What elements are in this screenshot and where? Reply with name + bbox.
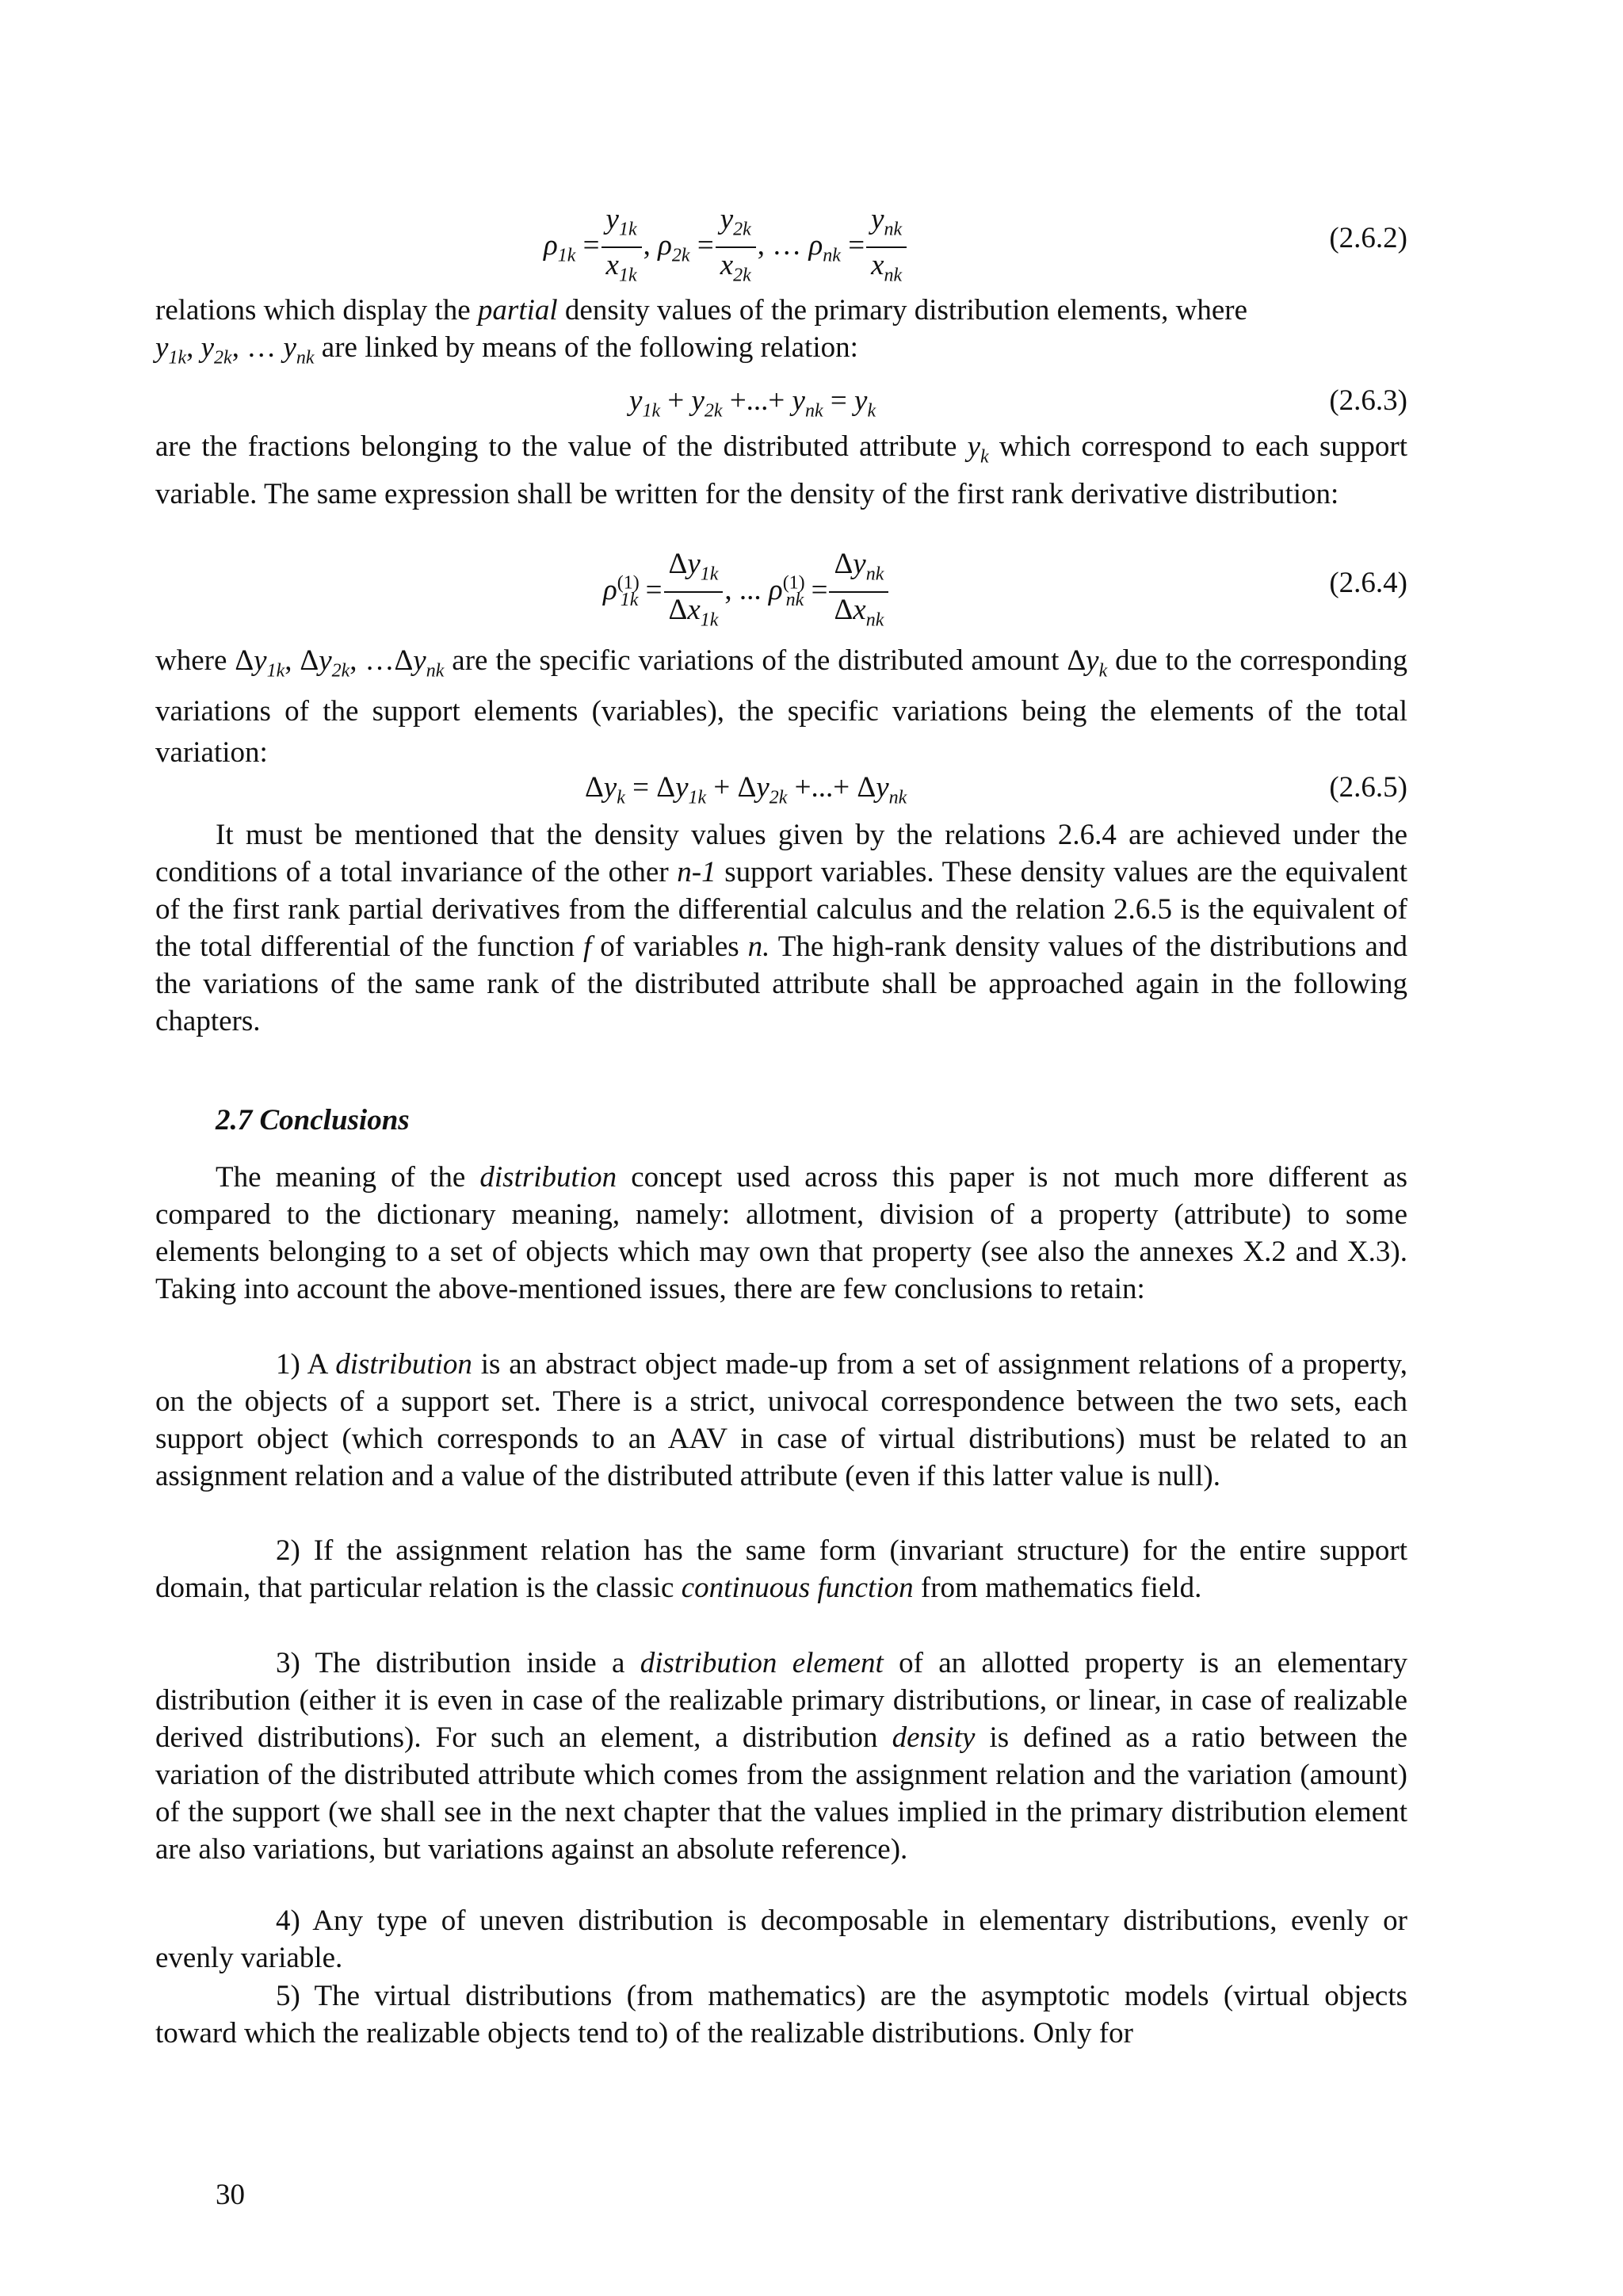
equation-2-6-2-body: $\rho_{1k}$ = $\frac{y_{1k}}{x_{1k}}$ , $\rho_{2k}$ = $\frac{y_{2k}}{x_{2k}}$ , … $\rho_{nk}$ = $\frac{y_{nk}}{x_{nk}}$ [544, 202, 908, 293]
paragraph-specific-variations: where $\Delta y_{1k}$, $\Delta y_{2k}$, $\dots\Delta y_{nk}$ are the specific variations of the distributed amount $\Delta y_k$ due to the corresponding variations of the support elements (variables), the specific variations being the elements of the total variation: [155, 644, 1408, 770]
conclusion-item-2: 2) If the assignment relation has the same form (invariant structure) for the entire support domain, that particular relation is the classic continuous function from mathematics field. [155, 1534, 1407, 1604]
paragraph-partial-density: relations which display the partial density values of the primary distribution elements, where $y_{1k}$, $y_{2k}$, … $y_{nk}$ are linked by means of the following relation: [155, 294, 1247, 369]
paragraph-fractions: are the fractions belonging to the value of the distributed attribute $y_k$ which correspond to each support variable. The same expression shall be written for the density of the first rank derivative distribution: [155, 430, 1407, 511]
equation-2-6-5 [155, 770, 1407, 810]
equation-number: (2.6.3) [1329, 384, 1407, 417]
equation-number: (2.6.2) [1329, 222, 1407, 254]
section-heading: 2.7 Conclusions [216, 1104, 410, 1137]
document-page [155, 0, 1407, 2296]
conclusion-item-5: 5) The virtual distributions (from mathematics) are the asymptotic models (virtual objects toward which the realizable objects tend to) of the realizable distributions. Only for [155, 1980, 1407, 2050]
equation-2-6-3 [155, 384, 1407, 423]
equation-2-6-3-body: $y_{1k} + y_{2k}$ +...+ $y_{nk} = y_k$ [629, 384, 876, 422]
paragraph-conclusions-intro: The meaning of the distribution concept used across this paper is not much more different as compared to the dictionary meaning, namely: allotment, division of a property (attribute) to some elements belonging to a set of objects which may own that property (see also the annexes X.2 and X.3). Taking into account the above-mentioned issues, there are few conclusions to retain: [155, 1161, 1407, 1305]
page-number: 30 [216, 2179, 245, 2211]
equation-2-6-5-body: $\Delta y_k = \Delta y_{1k} + \Delta y_{2k}$ +...+ $\Delta y_{nk}$ [585, 771, 907, 808]
conclusion-item-3: 3) The distribution inside a distribution element of an allotted property is an elementary distribution (either it is even in case of the realizable primary distributions, or linear, in case of realizable derived distributions). For such an element, a distribution density is defined as a ratio between the variation of the distributed attribute which comes from the assignment relation and the variation (amount) of the support (we shall see in the next chapter that the values implied in the primary distribution element are also variations, but variations against an absolute reference). [155, 1647, 1407, 1866]
equation-2-6-4-body: $\rho^{(1)}_{1k}$ = $\frac{\Delta y_{1k}}{\Delta x_{1k}}$ , ... $\rho^{(1)}_{nk}$ = $\frac{\Delta y_{nk}}{\Delta x_{nk}}$ [603, 547, 890, 638]
equation-number: (2.6.5) [1329, 771, 1407, 804]
paragraph-invariance: It must be mentioned that the density values given by the relations 2.6.4 are achieved under the conditions of a total invariance of the other n-1 support variables. These density values are the equivalent of the first rank partial derivatives from the differential calculus and the relation 2.6.5 is the equivalent of the total differential of the function f of variables n. The high-rank density values of the distributions and the variations of the same rank of the distributed attribute shall be approached again in the following chapters. [155, 819, 1407, 1037]
equation-2-6-4 [155, 547, 1407, 634]
equation-number: (2.6.4) [1329, 567, 1407, 599]
conclusion-item-4: 4) Any type of uneven distribution is decomposable in elementary distributions, evenly or evenly variable. [155, 1904, 1407, 1974]
conclusion-item-1: 1) A distribution is an abstract object made-up from a set of assignment relations of a property, on the objects of a support set. There is a strict, univocal correspondence between the two sets, each support object (which corresponds to an AAV in case of virtual distributions) must be related to an assignment relation and a value of the distributed attribute (even if this latter value is null). [155, 1348, 1407, 1492]
equation-2-6-2 [155, 202, 1407, 289]
